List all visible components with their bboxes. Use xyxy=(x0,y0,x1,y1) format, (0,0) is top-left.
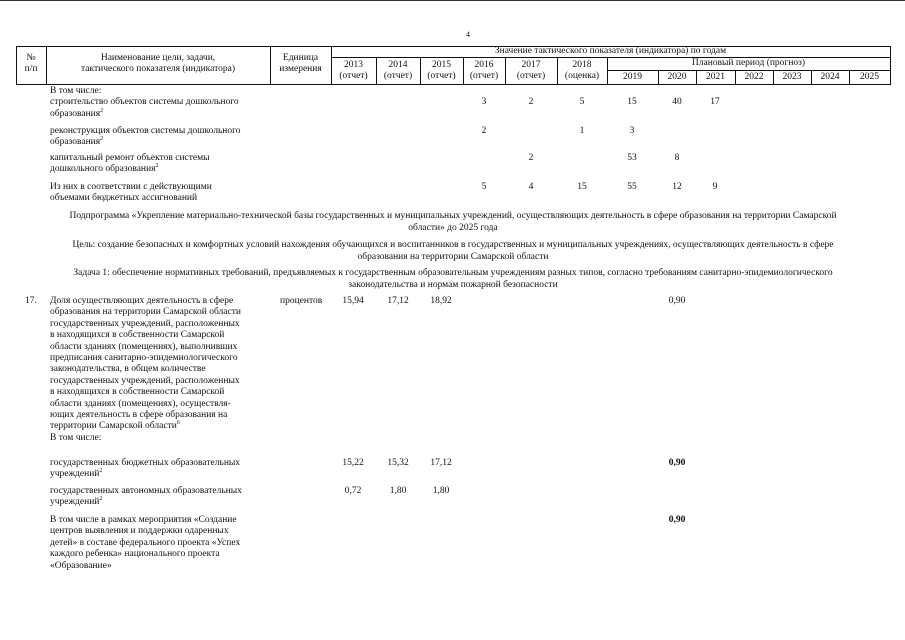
header-year-past: 2018 (оценка) xyxy=(564,60,600,81)
value-cell: 12 xyxy=(672,182,682,192)
value-cell: 15 xyxy=(627,97,637,107)
header-no: № п/п xyxy=(24,53,38,74)
value-cell: 17 xyxy=(710,97,720,107)
value-cell: 53 xyxy=(627,153,637,163)
header-name: Наименование цели, задачи, тактического показателя (индикатора) xyxy=(80,53,236,74)
value-cell: 17,12 xyxy=(387,296,409,306)
top-border xyxy=(0,0,905,1)
value-cell: 15 xyxy=(577,182,587,192)
value-cell: 2 xyxy=(528,153,534,163)
header-year-plan: 2023 xyxy=(782,72,802,82)
value-cell: 3 xyxy=(629,126,635,136)
header-year-plan: 2021 xyxy=(706,72,725,82)
row-label: В том числе: строительство объектов системы дошкольного образования$^2$ xyxy=(50,86,239,119)
page-number: 4 xyxy=(466,30,470,39)
row-label: капитальный ремонт объектов системы дошкольного образования$^2$ xyxy=(50,153,210,175)
header-year-past: 2014 (отчет) xyxy=(383,60,413,81)
header-plan-title: Плановый период (прогноз) xyxy=(691,58,806,68)
row-label: реконструкция объектов системы дошкольного образования$^2$ xyxy=(50,126,241,148)
row-label: государственных автономных образовательных учреждений$^2$ xyxy=(50,486,242,508)
value-cell: 0,90 xyxy=(668,296,686,306)
row-label: В том числе в рамках мероприятия «Создание центров выявления и поддержки одаренных детей» в составе федерального проекта «Успех каждого ребенка» национального проекта «Образование» xyxy=(50,515,241,571)
value-cell: 5 xyxy=(481,182,487,192)
value-cell: 4 xyxy=(528,182,534,192)
header-year-plan: 2020 xyxy=(667,72,687,82)
header-year-past: 2013 (отчет) xyxy=(339,60,368,81)
value-cell: 3 xyxy=(481,97,487,107)
row-label: Из них в соответствии с действующими объемами бюджетных ассигнований xyxy=(50,182,212,204)
value-cell: 1 xyxy=(579,126,585,136)
header-values-title: Значение тактического показателя (индикатора) по годам xyxy=(494,46,727,56)
value-cell: 15,32 xyxy=(387,458,409,468)
header-year-past: 2015 (отчет) xyxy=(427,60,456,81)
value-cell: 18,92 xyxy=(430,296,452,306)
goal-text: Цель: создание безопасных и комфортных условий нахождения обучающихся и воспитанников в государственных и муниципальных учреждениях, осуществляющих деятельность в сфере образования на территории Самарской области xyxy=(72,240,834,262)
value-cell: 8 xyxy=(674,153,680,163)
header-year-plan: 2025 xyxy=(860,72,879,82)
subprogram-heading: Подпрограмма «Укрепление материально-технической базы государственных и муниципальных учреждений, осуществляющих деятельность в сфере образования на территории Самарской области» до 2025 года xyxy=(69,211,837,233)
row-unit: процентов xyxy=(280,296,323,306)
value-cell: 5 xyxy=(579,97,585,107)
value-cell: 0,90 xyxy=(668,458,686,468)
header-year-past: 2016 (отчет) xyxy=(469,60,499,81)
value-cell: 2 xyxy=(481,126,487,136)
value-cell: 9 xyxy=(712,182,718,192)
value-cell: 15,22 xyxy=(342,458,364,468)
header-year-past: 2017 (отчет) xyxy=(516,60,546,81)
row-number: 17. xyxy=(25,296,37,306)
value-cell: 17,12 xyxy=(430,458,452,468)
header-unit: Единица измерения xyxy=(279,53,322,74)
value-cell: 40 xyxy=(672,97,682,107)
value-cell: 55 xyxy=(627,182,637,192)
value-cell: 1,80 xyxy=(432,486,450,496)
header-year-plan: 2022 xyxy=(744,72,764,82)
value-cell: 0,90 xyxy=(668,515,686,525)
value-cell: 2 xyxy=(528,97,534,107)
value-cell: 15,94 xyxy=(342,296,364,306)
header-year-plan: 2019 xyxy=(623,72,642,82)
row-label: Доля осуществляющих деятельность в сфере образования на территории Самарской области государственных учреждений, расположенных в находящихся в собственности Самарской области зданиях (помещениях), выполнивших предписания санитарно-эпидемиологического законодательства, в общем количестве государственных учреждений, расположенных в находящихся в собственности Самарской области зданиях (помещениях), осуществля- ющих деятельность в сфере образования на территории Самарской области$^6$ В том числе: xyxy=(50,296,241,443)
task-text: Задача 1: обеспечение нормативных требований, предъявляемых к государственным образовательным учреждениям разных типов, согласно требованиям санитарно-эпидемиологического законодательства и нормам пожарной безопасности xyxy=(73,268,833,290)
header-year-plan: 2024 xyxy=(820,72,840,82)
value-cell: 0,72 xyxy=(344,486,362,496)
row-label: государственных бюджетных образовательных учреждений$^2$ xyxy=(50,458,241,480)
value-cell: 1,80 xyxy=(389,486,407,496)
